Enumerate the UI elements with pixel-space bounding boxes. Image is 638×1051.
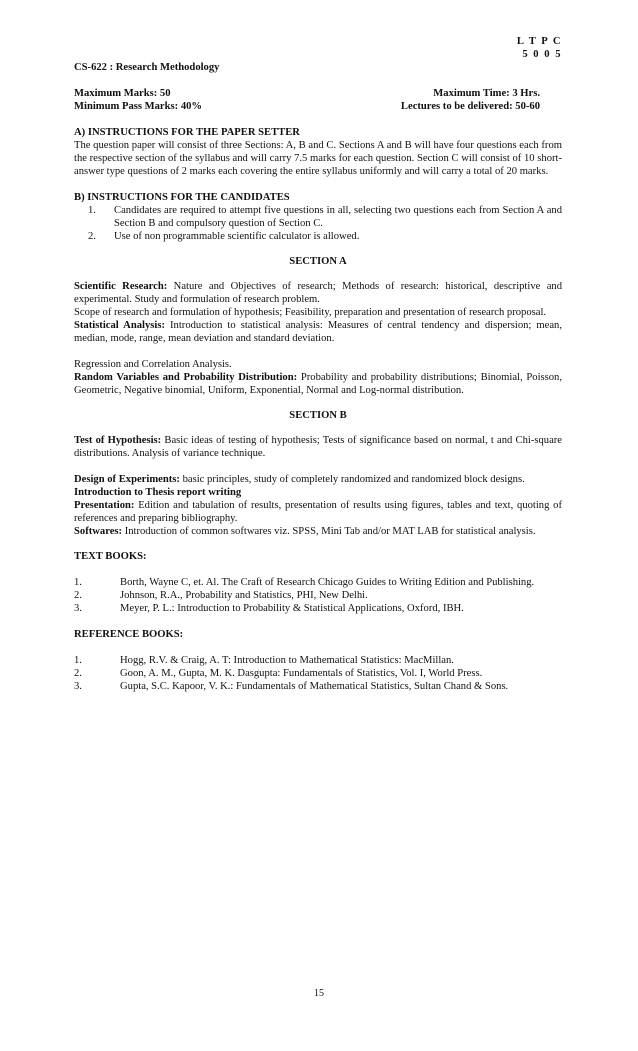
random-variables-text: Probability and probability distributions; Binomial, Poisson, Geometric, Negative binomial, Uniform, Exponential, Normal and Log-normal distribution. bbox=[74, 372, 562, 396]
ltpc-block bbox=[74, 35, 562, 61]
presentation-text: Edition and tabulation of results, presentation of results using figures, tables and text, quoting of references and preparing bibliography. bbox=[74, 500, 562, 524]
max-marks: Maximum Marks: 50 bbox=[74, 88, 171, 99]
reference-books-list bbox=[74, 654, 562, 693]
softwares-label: Softwares: bbox=[74, 526, 123, 537]
list-item bbox=[74, 204, 562, 230]
list-item-number: 1. bbox=[88, 205, 96, 216]
random-variables-para bbox=[74, 371, 562, 397]
lectures: Lectures to be delivered: 50-60 bbox=[400, 101, 540, 112]
course-title: CS-622 : Research Methodology bbox=[74, 62, 220, 73]
presentation-para bbox=[74, 499, 562, 525]
text-books-list bbox=[74, 576, 562, 615]
candidates-heading: B) INSTRUCTIONS FOR THE CANDIDATES bbox=[74, 192, 290, 203]
list-item-number: 3. bbox=[74, 681, 82, 692]
scientific-research-para bbox=[74, 280, 562, 306]
list-item-text: Gupta, S.C. Kapoor, V. K.: Fundamentals of Mathematical Statistics, Sultan Chand & Sons. bbox=[120, 681, 509, 692]
hypothesis-text: Basic ideas of testing of hypothesis; Tests of significance based on normal, t and Chi-square distributions. Analysis of variance technique. bbox=[74, 435, 562, 459]
candidates-list bbox=[74, 204, 562, 243]
list-item-text: Johnson, R.A., Probability and Statistics, PHI, New Delhi. bbox=[120, 590, 368, 601]
ltpc-header: L T P C bbox=[516, 36, 562, 47]
list-item-text: Goon, A. M., Gupta, M. K. Dasgupta: Fundamentals of Statistics, Vol. I, World Press. bbox=[120, 668, 483, 679]
statistical-analysis-para bbox=[74, 319, 562, 345]
softwares-para bbox=[74, 525, 562, 538]
scope-para: Scope of research and formulation of hypothesis; Feasibility, preparation and presentation of research proposal. bbox=[74, 307, 547, 318]
statistical-analysis-label: Statistical Analysis: bbox=[74, 320, 165, 331]
list-item-number: 2. bbox=[88, 231, 96, 242]
ltpc-values: 5 0 0 5 bbox=[522, 49, 562, 60]
document-page bbox=[74, 35, 562, 693]
marks-row-2 bbox=[74, 100, 562, 113]
softwares-text: Introduction of common softwares viz. SPSS, Mini Tab and/or MAT LAB for statistical analysis. bbox=[122, 526, 536, 537]
thesis-heading: Introduction to Thesis report writing bbox=[74, 487, 242, 498]
min-pass-marks: Minimum Pass Marks: 40% bbox=[74, 101, 203, 112]
list-item bbox=[74, 602, 562, 615]
design-para bbox=[74, 473, 562, 486]
section-b-heading: SECTION B bbox=[289, 410, 347, 421]
hypothesis-para bbox=[74, 434, 562, 460]
statistical-analysis-text: Introduction to statistical analysis: Measures of central tendency and dispersion; mean, median, mode, range, mean deviation and standard deviation. bbox=[74, 320, 562, 344]
list-item-number: 1. bbox=[74, 655, 82, 666]
list-item-number: 2. bbox=[74, 590, 82, 601]
reference-books-heading: REFERENCE BOOKS: bbox=[74, 629, 184, 640]
list-item-text: Candidates are required to attempt five questions in all, selecting two questions each from Section A and Section B and compulsory question of Section C. bbox=[114, 205, 562, 229]
design-text: basic principles, study of completely randomized and randomized block designs. bbox=[179, 474, 525, 485]
list-item bbox=[74, 654, 562, 667]
list-item bbox=[74, 680, 562, 693]
list-item bbox=[74, 230, 562, 243]
list-item-text: Meyer, P. L.: Introduction to Probability & Statistical Applications, Oxford, IBH. bbox=[120, 603, 464, 614]
list-item-text: Borth, Wayne C, et. Al. The Craft of Research Chicago Guides to Writing Edition and Publishing. bbox=[120, 577, 535, 588]
regression-para: Regression and Correlation Analysis. bbox=[74, 359, 232, 370]
list-item bbox=[74, 576, 562, 589]
list-item-number: 1. bbox=[74, 577, 82, 588]
presentation-label: Presentation: bbox=[74, 500, 135, 511]
max-time: Maximum Time: 3 Hrs. bbox=[433, 88, 540, 99]
text-books-heading: TEXT BOOKS: bbox=[74, 551, 147, 562]
page-number: 15 bbox=[314, 988, 324, 999]
list-item-text: Use of non programmable scientific calculator is allowed. bbox=[114, 231, 360, 242]
list-item bbox=[74, 589, 562, 602]
hypothesis-label: Test of Hypothesis: bbox=[74, 435, 162, 446]
marks-row-1 bbox=[74, 87, 562, 100]
list-item bbox=[74, 667, 562, 680]
setter-text: The question paper will consist of three Sections: A, B and C. Sections A and B will have four questions each from the respective section of the syllabus and will carry 7.5 marks for each question. Section C will consist of 10 short-answer type questions of 2 marks each covering the entire syllabus uniformly and will carry a total of 20 marks. bbox=[74, 140, 562, 177]
scientific-research-label: Scientific Research: bbox=[74, 281, 168, 292]
list-item-number: 3. bbox=[74, 603, 82, 614]
scientific-research-text: Nature and Objectives of research; Methods of research: historical, descriptive and experimental. Study and formulation of research problem. bbox=[74, 281, 563, 305]
section-a-heading: SECTION A bbox=[289, 256, 347, 267]
list-item-number: 2. bbox=[74, 668, 82, 679]
list-item-text: Hogg, R.V. & Craig, A. T: Introduction to Mathematical Statistics: MacMillan. bbox=[120, 655, 454, 666]
design-label: Design of Experiments: bbox=[74, 474, 180, 485]
setter-heading: A) INSTRUCTIONS FOR THE PAPER SETTER bbox=[74, 127, 300, 138]
random-variables-label: Random Variables and Probability Distribution: bbox=[74, 372, 298, 383]
